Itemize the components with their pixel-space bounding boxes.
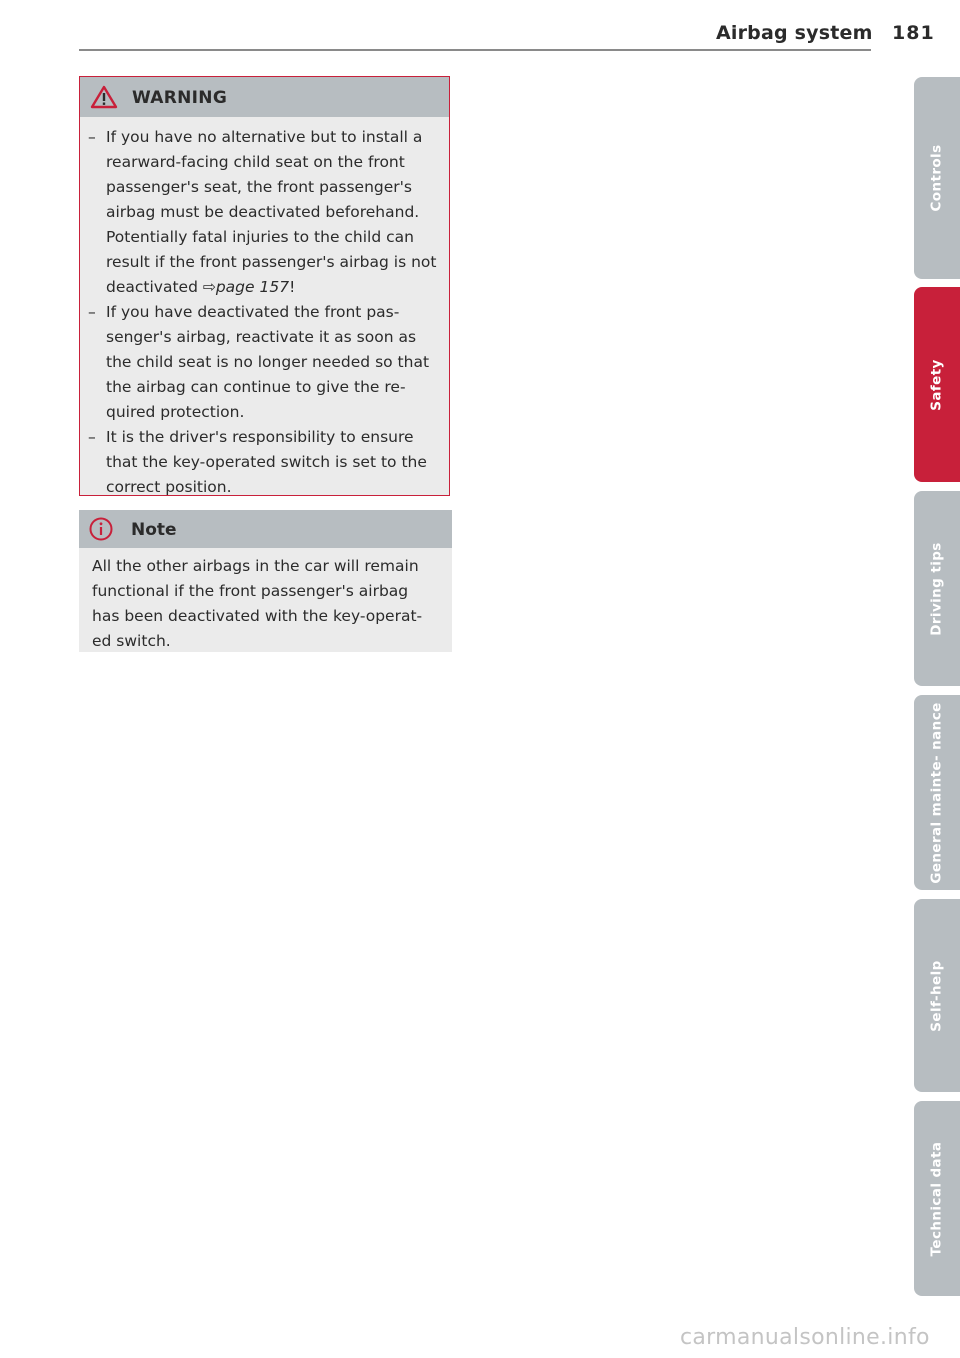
tab-controls[interactable] [914,77,960,279]
note-title: Note [131,520,177,540]
tab-self-help[interactable] [914,899,960,1092]
list-dash: – [88,303,96,321]
note-box [79,510,452,652]
warning-item-text: If you have no alternative but to install a rearward-facing child seat on the front passenger's seat, the front passenger's airbag must be deactivated beforehand. Potentially fatal injuries to the child can result if the front passenger's airbag is not deactivated [106,128,437,296]
tab-label: Driving tips [928,541,945,636]
tab-safety[interactable] [914,287,960,482]
tab-technical-data[interactable] [914,1101,960,1296]
list-dash: – [88,428,96,446]
tab-label: Controls [928,144,945,212]
header-rule [79,49,871,51]
warning-item-text: It is the driver's responsibility to ensure that the key-operated switch is set to the correct position. [106,428,427,496]
warning-box [79,76,450,496]
page-number: 181 [892,22,935,44]
tab-label: Safety [928,358,945,411]
warning-item-text: If you have deactivated the front pas-senger's airbag, reactivate it as soon as the child seat is no longer needed so that the airbag can continue to give the re-quired protection. [106,303,430,421]
watermark: carmanualsonline.info [680,1325,930,1350]
info-circle-icon [89,517,113,541]
tab-driving-tips[interactable] [914,491,960,686]
warning-item [88,125,439,300]
warning-item [88,425,439,500]
page-reference-link[interactable]: ⇨page 157 [202,278,290,296]
note-header [79,510,452,548]
warning-title: WARNING [132,88,228,108]
tab-general-maintenance[interactable] [914,695,960,890]
tab-label: Technical data [928,1141,945,1256]
warning-header [80,77,449,117]
warning-item [88,300,439,425]
list-dash: – [88,128,96,146]
note-body: All the other airbags in the car will remain functional if the front passenger's airbag has been deactivated with the key-operat-ed switch. [92,557,423,650]
warning-item-suffix: ! [289,278,296,296]
warning-triangle-icon [90,85,118,109]
tab-label: Self-help [928,959,945,1032]
section-title: Airbag system [716,22,873,44]
tab-label: General mainte- nance [928,701,945,884]
warning-list [80,117,449,500]
